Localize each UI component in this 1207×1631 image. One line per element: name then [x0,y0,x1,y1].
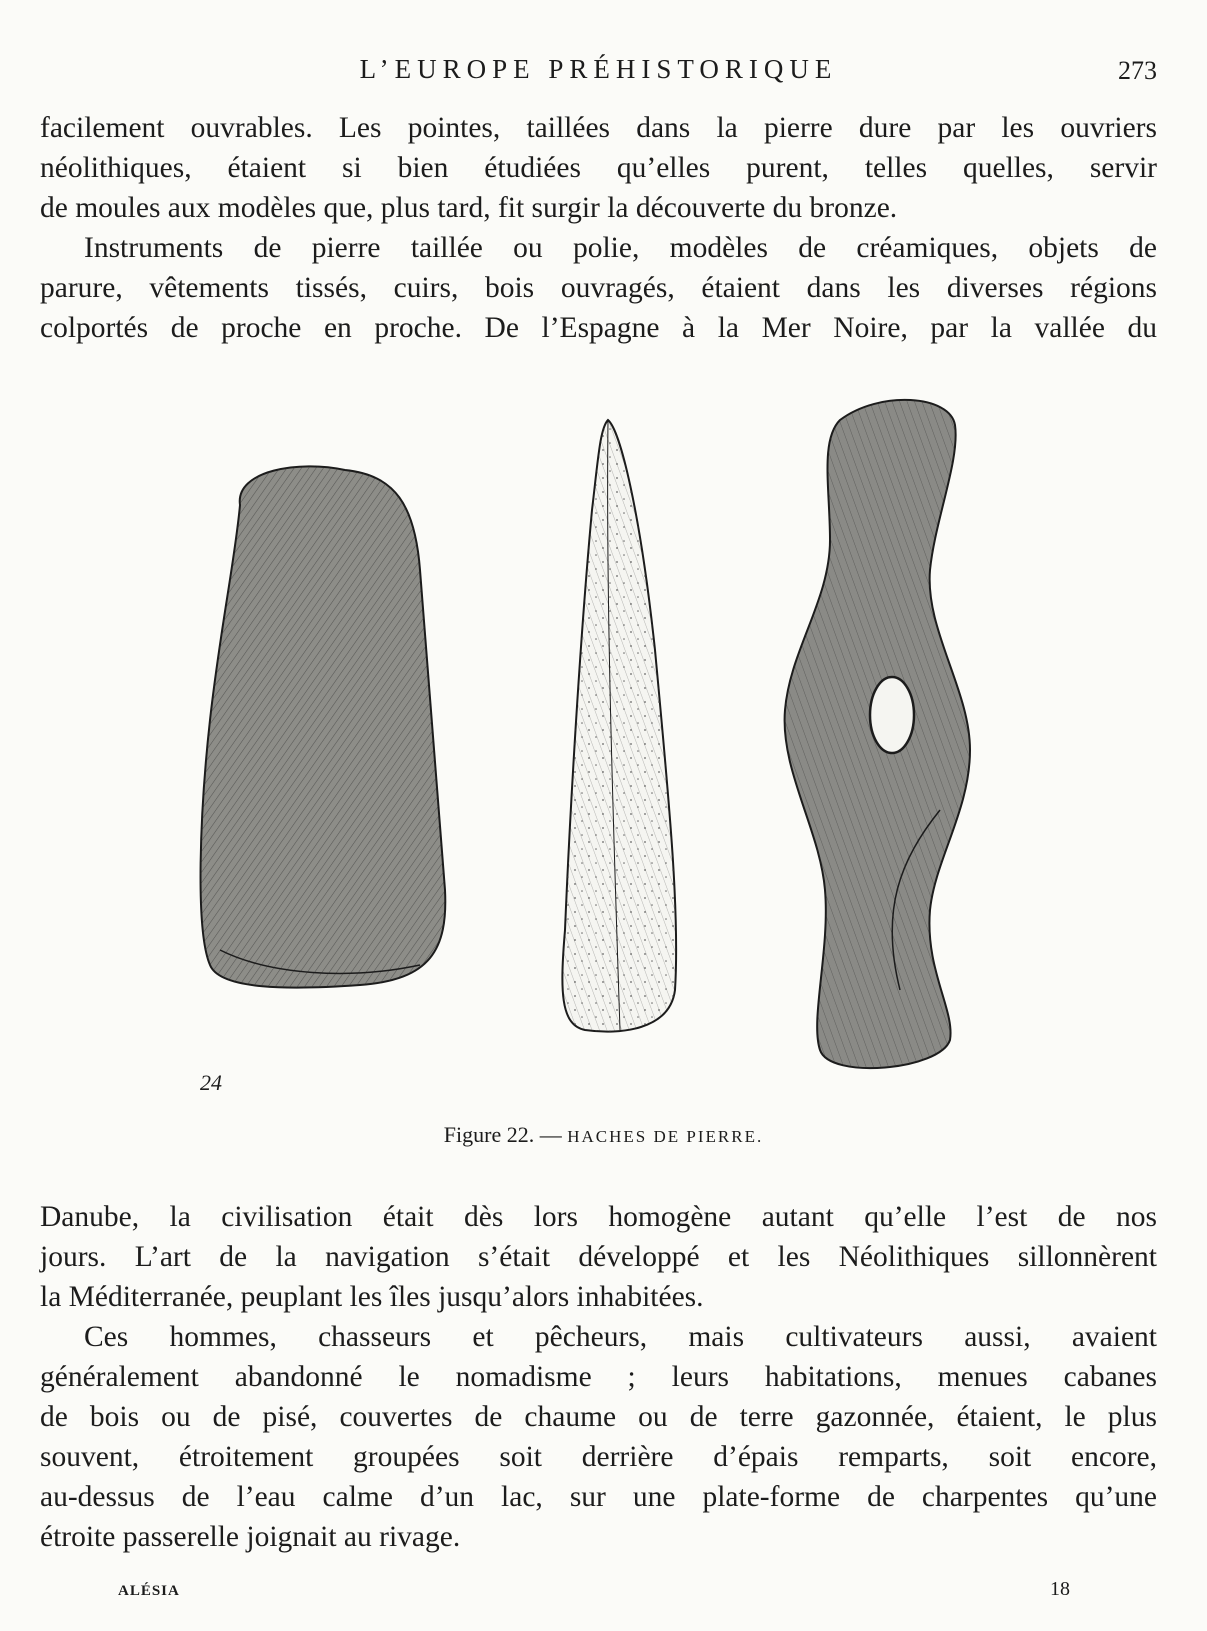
page-number: 273 [1118,56,1157,85]
running-title: L’EUROPE PRÉHISTORIQUE [359,54,838,84]
perforated-hammer-axe-right [785,400,970,1068]
text-line: la Méditerranée, peuplant les îles jusqu’alors inhabitées. [40,1281,704,1313]
text-line: Ces hommes, chasseurs et pêcheurs, mais cultivateurs aussi, avaient [84,1321,1157,1353]
text-line: étroite passerelle joignait au rivage. [40,1521,461,1553]
stone-axes-illustration [180,390,1020,1090]
text-line: parure, vêtements tissés, cuirs, bois ouvragés, étaient dans les diverses régions [40,272,1157,304]
footer-signature: ALÉSIA [118,1583,180,1599]
paragraph [40,1317,1157,1557]
text-line: de bois ou de pisé, couvertes de chaume ou de terre gazonnée, étaient, le plus [40,1401,1157,1433]
polished-axe-left [201,466,446,987]
figure-plate-number: 24 [200,1070,222,1095]
text-line: souvent, étroitement groupées soit derrière d’épais remparts, soit encore, [40,1441,1157,1473]
footer-sheet-number: 18 [1050,1578,1070,1600]
text-line: Instruments de pierre taillée ou polie, modèles de créamiques, objets de [84,232,1157,264]
text-line: facilement ouvrables. Les pointes, taillées dans la pierre dure par les ouvriers [40,112,1157,144]
paragraph [40,1197,1157,1317]
text-line: jours. L’art de la navigation s’était développé et les Néolithiques sillonnèrent [40,1241,1157,1273]
text-line: de moules aux modèles que, plus tard, fit surgir la découverte du bronze. [40,192,898,224]
paragraph [40,108,1157,228]
text-block-bottom [40,1197,1157,1557]
text-block-top [40,108,1157,348]
paragraph [40,228,1157,348]
caption-title: HACHES DE PIERRE. [567,1127,764,1146]
figure-stone-axes [180,390,1020,1095]
text-line: néolithiques, étaient si bien étudiées qu’elles purent, telles quelles, servir [40,152,1157,184]
text-line: généralement abandonné le nomadisme ; leurs habitations, menues cabanes [40,1361,1157,1393]
page-header [40,48,1157,88]
text-line: au-dessus de l’eau calme d’un lac, sur une plate-forme de charpentes qu’une [40,1481,1157,1513]
caption-prefix: Figure 22. — [443,1122,568,1147]
text-line: Danube, la civilisation était dès lors homogène autant qu’elle l’est de nos [40,1201,1157,1233]
text-line: colportés de proche en proche. De l’Espagne à la Mer Noire, par la vallée du [40,312,1157,344]
pointed-axe-middle [562,420,676,1032]
figure-caption [0,1122,1207,1148]
